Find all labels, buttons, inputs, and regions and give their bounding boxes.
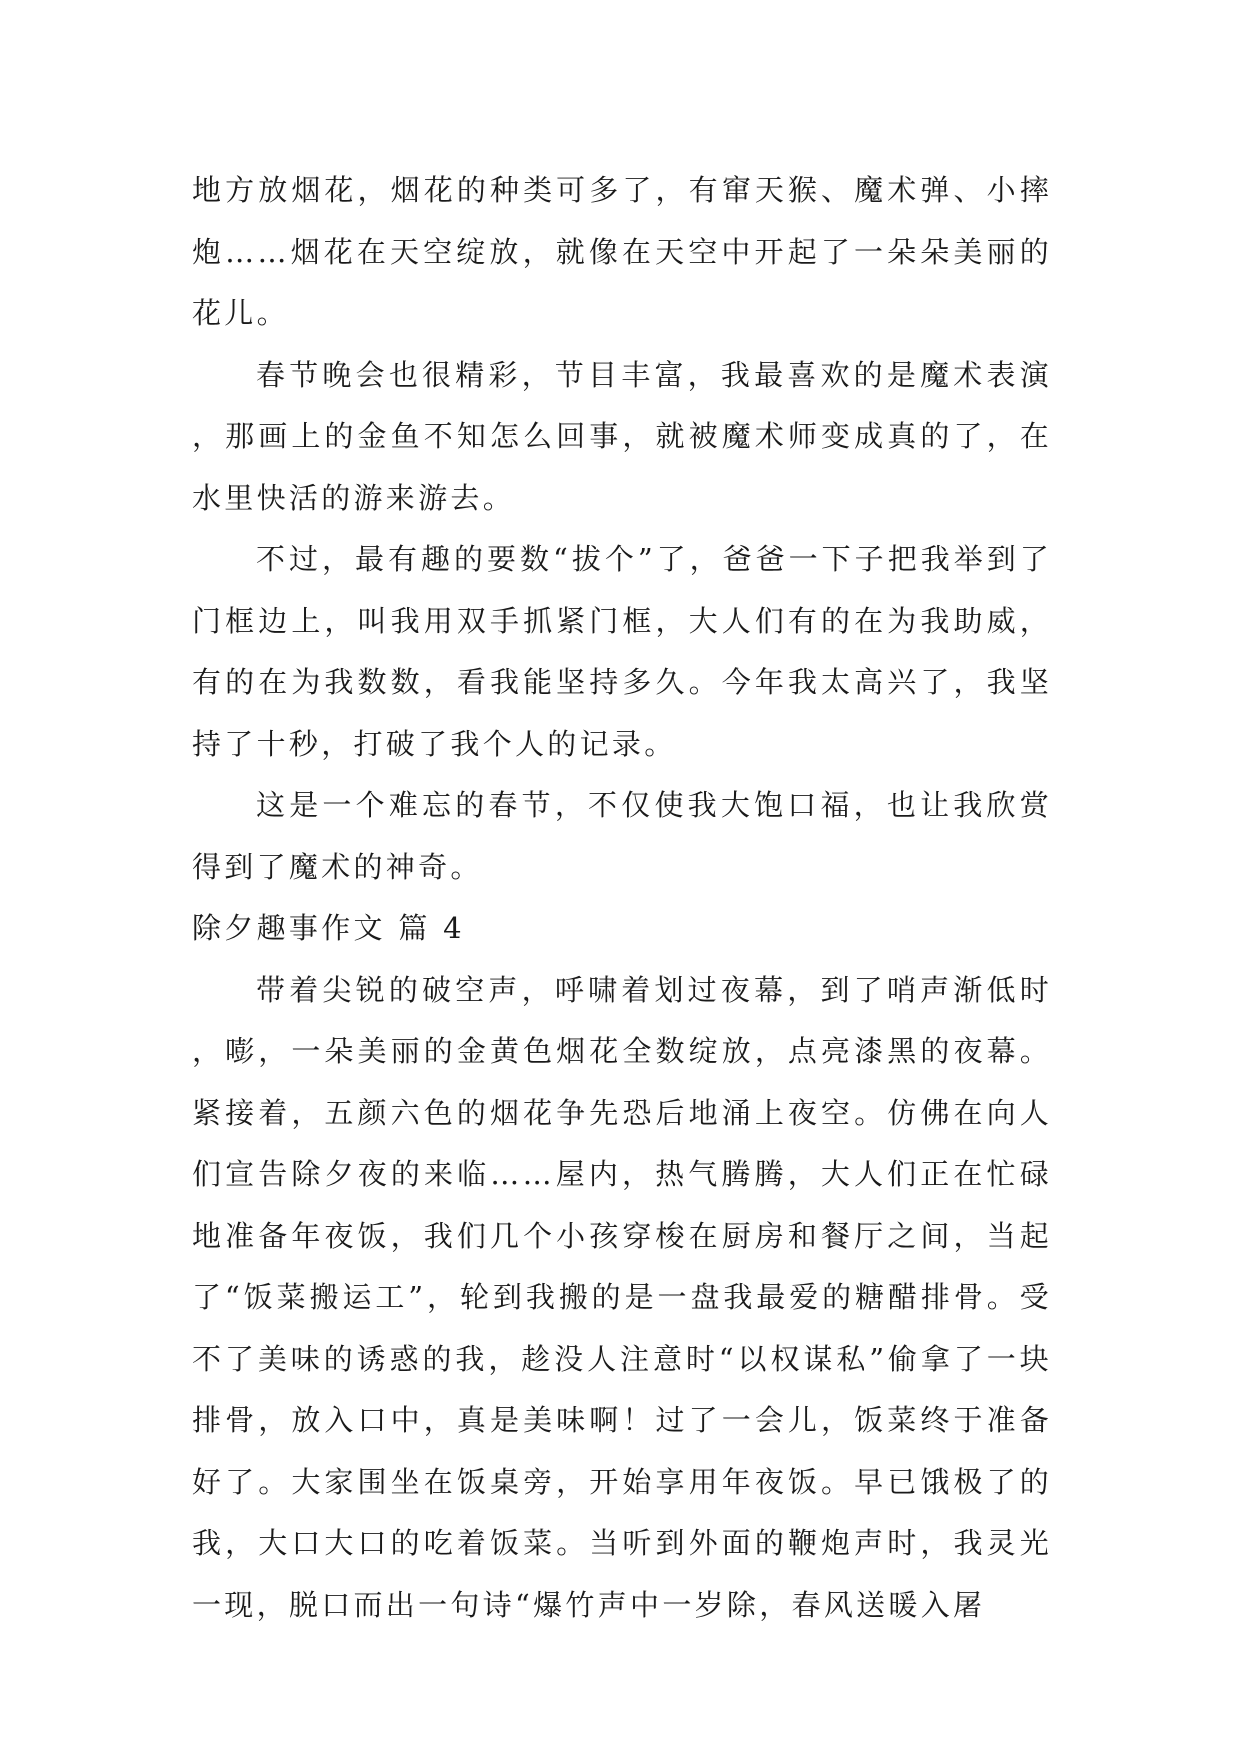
- paragraph-spring-gala: 春节晚会也很精彩，节目丰富，我最喜欢的是魔术表演，那画上的金鱼不知怎么回事，就被魔术师变成真的了，在水里快活的游来游去。: [192, 357, 1052, 515]
- essay-heading: 除夕趣事作文 篇 4: [192, 911, 465, 945]
- paragraph-conclusion: 这是一个难忘的春节，不仅使我大饱口福，也让我欣赏得到了魔术的神奇。: [192, 788, 1052, 884]
- document-body: [192, 160, 1052, 1636]
- paragraph-essay4-body: 带着尖锐的破空声，呼啸着划过夜幕，到了哨声渐低时，嘭，一朵美丽的金黄色烟花全数绽放，点亮漆黑的夜幕。紧接着，五颜六色的烟花争先恐后地涌上夜空。仿佛在向人们宣告除夕夜的来临……屋内，热气腾腾，大人们正在忙碌地准备年夜饭，我们几个小孩穿梭在厨房和餐厅之间，当起了“饭菜搬运工”，轮到我搬的是一盘我最爱的糖醋排骨。受不了美味的诱惑的我，趁没人注意时“以权谋私”偷拿了一块排骨，放入口中，真是美味啊！过了一会儿，饭菜终于准备好了。大家围坐在饭桌旁，开始享用年夜饭。早已饿极了的我，大口大口的吃着饭菜。当听到外面的鞭炮声时，我灵光一现，脱口而出一句诗“爆竹声中一岁除，春风送暖入屠: [192, 972, 1052, 1622]
- paragraph-bage-game: 不过，最有趣的要数“拔个”了，爸爸一下子把我举到了门框边上，叫我用双手抓紧门框，大人们有的在为我助威，有的在为我数数，看我能坚持多久。今年我太高兴了，我坚持了十秒，打破了我个人的记录。: [192, 542, 1052, 761]
- paragraph-fireworks-continued: 地方放烟花，烟花的种类可多了，有窜天猴、魔术弹、小摔炮……烟花在天空绽放，就像在天空中开起了一朵朵美丽的花儿。: [192, 173, 1052, 330]
